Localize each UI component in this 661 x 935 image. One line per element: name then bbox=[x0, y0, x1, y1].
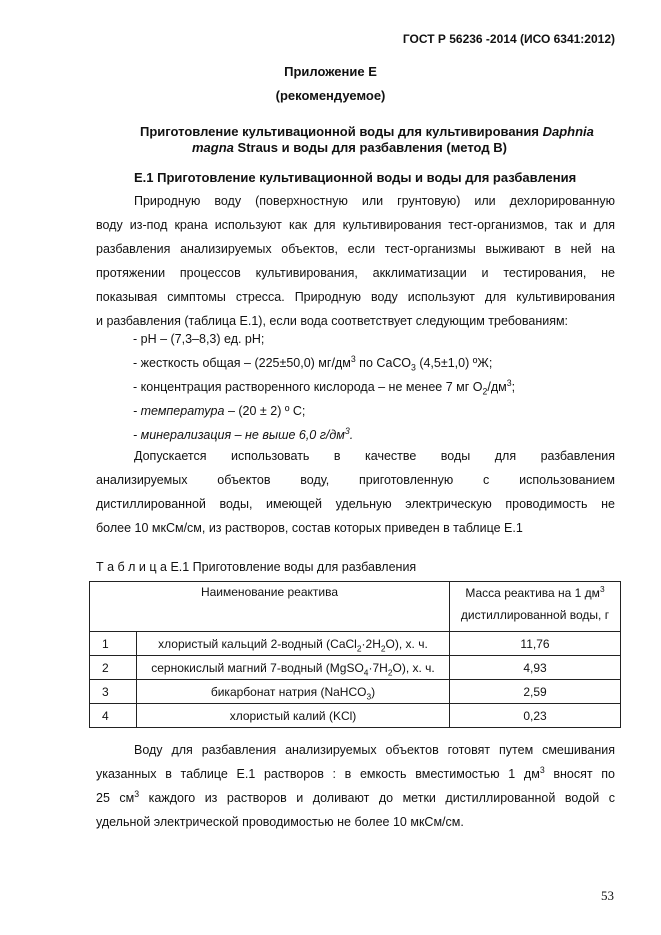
page-number: 53 bbox=[601, 888, 614, 903]
para3-line: удельной электрической проводимостью не более 10 мкСм/см. bbox=[96, 815, 464, 829]
reagent-text: бикарбонат натрия (NaHCO bbox=[210, 684, 367, 699]
para1-line: и разбавления (таблица Е.1), если вода соответствует следующим требованиям: bbox=[96, 314, 569, 328]
table-row bbox=[90, 632, 621, 656]
reagent-text-2: ·7H bbox=[368, 660, 388, 675]
requirement-oxygen: - концентрация растворенного кислорода – не менее 7 мг $О_2/дм^3$; bbox=[133, 377, 516, 397]
para3-line: 25 $см^3$ каждого из растворов и доливают до метки дистиллированной водой с bbox=[96, 788, 615, 805]
appendix-title: Приложение Е bbox=[284, 64, 377, 79]
requirement-mineralization: - минерализация – не выше 6,0 $г/дм^3$. bbox=[133, 425, 354, 442]
reagent-name: бикарбонат натрия (NaHCO$_3$) bbox=[137, 680, 450, 704]
temperature-value: – (20 ± 2) º С; bbox=[224, 404, 306, 418]
reagent-text-3: O), х. ч. bbox=[392, 660, 435, 675]
reagent-mass: 2,59 bbox=[450, 680, 621, 704]
paragraph-3 bbox=[96, 738, 615, 834]
reagent-text: сернокислый магний 7-водный (MgSO bbox=[151, 660, 364, 675]
reagent-mass: 4,93 bbox=[450, 656, 621, 680]
reagents-table bbox=[89, 581, 621, 728]
table-row bbox=[90, 656, 621, 680]
para3-line: указанных в таблице Е.1 растворов : в емкость вместимостью 1 $дм^3$ вносят по bbox=[96, 764, 615, 781]
header-reagent-mass: Масса реактива на 1 $дм^3$ дистиллированной воды, г bbox=[450, 582, 621, 632]
row-number: 4 bbox=[90, 704, 137, 728]
table-row bbox=[90, 704, 621, 728]
para1-line: разбавления анализируемых объектов, если тест-организмы выживают в ней на bbox=[96, 242, 615, 256]
mass-header-text-2: дистиллированной воды, г bbox=[460, 608, 610, 622]
mineralization-text: - минерализация – не выше 6,0 г/дм bbox=[133, 428, 345, 442]
hardness-text-3: (4,5±1,0) ºЖ; bbox=[415, 356, 493, 370]
para1-line: Природную воду (поверхностную или грунтовую) или дехлорированную bbox=[134, 194, 615, 208]
hardness-text: - жесткость общая – (225±50,0) мг/дм bbox=[133, 356, 351, 370]
section-heading: Е.1 Приготовление культивационной воды и воды для разбавления bbox=[134, 170, 577, 185]
para2-line: дистиллированной воды, имеющей удельную электрическую проводимость не bbox=[96, 497, 615, 511]
oxygen-text-2: /дм bbox=[487, 380, 507, 394]
reagent-text-2: ·2H bbox=[361, 636, 381, 651]
reagent-mass: 0,23 bbox=[450, 704, 621, 728]
para2-line: Допускается использовать в качестве воды для разбавления bbox=[134, 449, 615, 463]
reagent-mass: 11,76 bbox=[450, 632, 621, 656]
paragraph-1 bbox=[96, 189, 615, 333]
subtitle-italic-1: Daphnia bbox=[542, 124, 594, 139]
row-number: 2 bbox=[90, 656, 137, 680]
para2-line: более 10 мкСм/см, из растворов, состав которых приведен в таблице Е.1 bbox=[96, 521, 523, 535]
para1-line: воду из-под крана используют как для культивирования тест-организмов, так и для bbox=[96, 218, 615, 232]
row-number: 1 bbox=[90, 632, 137, 656]
temperature-label: - температура bbox=[133, 404, 225, 418]
subtitle-text-2: Straus и воды для разбавления (метод В) bbox=[233, 140, 507, 155]
table-row bbox=[90, 680, 621, 704]
requirement-hardness: - жесткость общая – (225±50,0) $мг/дм^3$ по СаСО$_3$ (4,5±1,0) ºЖ; bbox=[133, 353, 493, 373]
para3-text: указанных в таблице Е.1 растворов : в емкость вместимостью 1 дм bbox=[96, 767, 540, 781]
para1-line: показывая симптомы стресса. Природную воду используют для культивирования bbox=[96, 290, 615, 304]
reagent-text-2: ) bbox=[371, 684, 376, 699]
header-reagent-name: Наименование реактива bbox=[90, 582, 450, 632]
requirement-temperature bbox=[133, 404, 305, 418]
subtitle-text-1: Приготовление культивационной воды для культивирования bbox=[140, 124, 543, 139]
table-header-row bbox=[90, 582, 621, 632]
para3-line: Воду для разбавления анализируемых объектов готовят путем смешивания bbox=[134, 743, 615, 757]
reagent-name: хлористый кальций 2-водный $(CaCl_2\cdot 2H_2O)$, х. ч. bbox=[137, 632, 450, 656]
appendix-subtitle bbox=[140, 124, 620, 156]
oxygen-text-3: ; bbox=[511, 380, 516, 394]
oxygen-text: - концентрация растворенного кислорода – не менее 7 мг О bbox=[133, 380, 483, 394]
reagent-name: хлористый калий (KCl) bbox=[137, 704, 450, 728]
row-number: 3 bbox=[90, 680, 137, 704]
para3-text-2: вносят по bbox=[544, 767, 615, 781]
reagent-name: сернокислый магний 7-водный $(MgSO_4\cdot 7H_2O)$, х. ч. bbox=[137, 656, 450, 680]
subtitle-italic-2: magna bbox=[192, 140, 234, 155]
document-header: ГОСТ Р 56236 -2014 (ИСО 6341:2012) bbox=[402, 32, 615, 46]
para3-text-4: каждого из растворов и доливают до метки дистиллированной водой с bbox=[139, 791, 615, 805]
hardness-text-2: по СаСО bbox=[355, 356, 411, 370]
requirement-ph: - рН – (7,3–8,3) ед. рН; bbox=[133, 332, 265, 346]
table-caption: Т а б л и ц а Е.1 Приготовление воды для разбавления bbox=[96, 560, 417, 574]
mass-header-text: Масса реактива на 1 дм bbox=[465, 586, 600, 600]
para1-line: протяжении процессов культивирования, акклиматизации и тестирования, не bbox=[96, 266, 615, 280]
paragraph-2 bbox=[96, 444, 615, 540]
reagent-text-3: O), х. ч. bbox=[385, 636, 428, 651]
para3-text-3: 25 см bbox=[96, 791, 135, 805]
para2-line: анализируемых объектов воду, приготовленную с использованием bbox=[96, 473, 615, 487]
appendix-type: (рекомендуемое) bbox=[275, 88, 386, 103]
reagent-text: хлористый кальций 2-водный (CaCl bbox=[158, 636, 357, 651]
